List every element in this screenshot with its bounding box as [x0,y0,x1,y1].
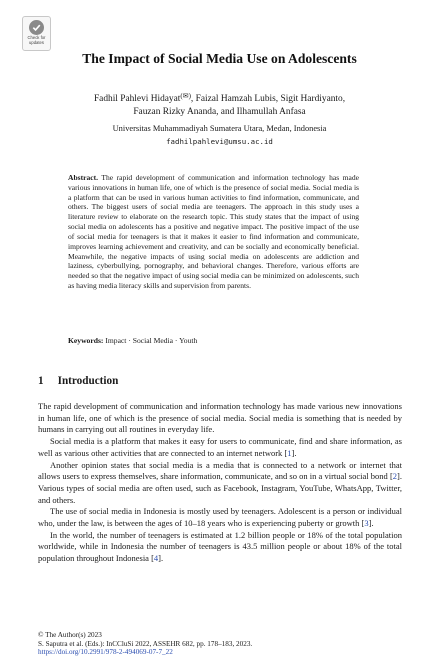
author-rest: , Faizal Hamzah Lubis, Sigit Hardiyanto, [190,94,346,104]
author-list [60,90,379,118]
keywords-label: Keywords: [68,336,104,345]
paragraph-2-text: Social media is a platform that makes it easy for users to communicate, find and share information, as well as various other activities that are connected to an internet network [ [38,436,402,458]
paragraph-5-text: In the world, the number of teenagers is estimated at 1.2 billion people or 18% of the total population worldwide, while in Indonesia the number of teenagers is 43.5 million people or about 18% of the total population throughout Indonesia [ [38,529,402,564]
paragraph-4-end: ]. [368,518,374,529]
badge-line1: Check for [27,35,46,40]
paragraph-4-text: The use of social media in Indonesia is mostly used by teenagers. Adolescent is a person or individual who, under the law, is between the ages of 10–18 years who is experiencing puberty or growth [ [38,506,402,529]
badge-line2: updates [29,39,44,45]
citation-link[interactable]: 3 [364,518,369,529]
badge-label [28,36,46,45]
check-for-updates-badge[interactable] [22,16,51,51]
doi-link[interactable]: https://doi.org/10.2991/978-2-494069-07-7_22 [38,648,173,657]
citation-link[interactable]: 1 [287,447,292,458]
paragraph-3-text: Another opinion states that social media is a media that is connected to a network or internet that allows users to express themselves, share information, communicate, and so on in a virtual social bond [ [38,459,402,482]
check-circle-icon [29,20,44,35]
citation-link[interactable]: 2 [392,471,398,482]
author-first: Fadhil Pahlevi Hidayat [93,94,181,104]
section-body [38,401,402,565]
abstract-text: The rapid development of communication and information technology has made various innovations in human life, one of which is the presence of social media. Social media is a platform that can be used in various human activities to find information, communicate, and others. The biggest users of social media are teenagers. The approach in this study uses a literature review to elaborate on the research topic. This study states that the impact of using social media on adolescents has a positive and negative impact. The positive impact of the use of social media for teenagers is that it makes it easier to find information and communicate, improves learning achievement and creativity, and can be socially and economically beneficial. Meanwhile, the negative impacts of using social media on adolescents are addiction and laziness, cyberbullying, pornography, and behavioral changes. Therefore, various efforts are needed so that the negative impact of using social media can be minimized on adolescents, such as having media literacy skills and supervision from parents. [68,173,359,290]
keywords-text: Impact · Social Media · Youth [103,336,198,345]
affiliation: Universitas Muhammadiyah Sumatera Utara, Medan, Indonesia [112,124,327,133]
paragraph-5 [38,530,402,565]
author-email[interactable]: fadhilpahlevi@umsu.ac.id [166,137,273,146]
citation-link[interactable]: 4 [153,553,159,564]
keywords [68,336,359,345]
section-heading [38,375,118,387]
section-title-text: Introduction [57,375,119,387]
paragraph-5-end: ]. [158,553,164,564]
abstract [68,173,359,291]
paragraph-3-end: ]. Various types of social media are often used, such as Facebook, Instagram, YouTube, WhatsApp, Twitter, and others. [38,471,402,505]
abstract-label: Abstract. [68,173,98,182]
paragraph-4 [38,506,402,529]
paper-title: The Impact of Social Media Use on Adolescents [82,51,357,66]
author-line2: Fauzan Rizky Ananda, and Ilhamullah Anfasa [133,106,306,117]
paragraph-2 [38,436,402,459]
section-number: 1 [38,375,44,387]
page-footer [38,631,252,657]
citation-line: S. Saputra et al. (Eds.): InCCluSi 2022, ASSEHR 682, pp. 178–183, 2023. [38,639,253,648]
paragraph-2-end: ]. [291,447,297,458]
copyright-line: © The Author(s) 2023 [38,631,102,639]
paragraph-1: The rapid development of communication and information technology has made various new innovations in human life, one of which is the presence of social media. Social media is something that is needed by humans in carrying out all routines in everyday life. [38,401,402,435]
paragraph-3 [38,460,402,507]
envelope-icon[interactable]: (✉) [180,92,191,100]
